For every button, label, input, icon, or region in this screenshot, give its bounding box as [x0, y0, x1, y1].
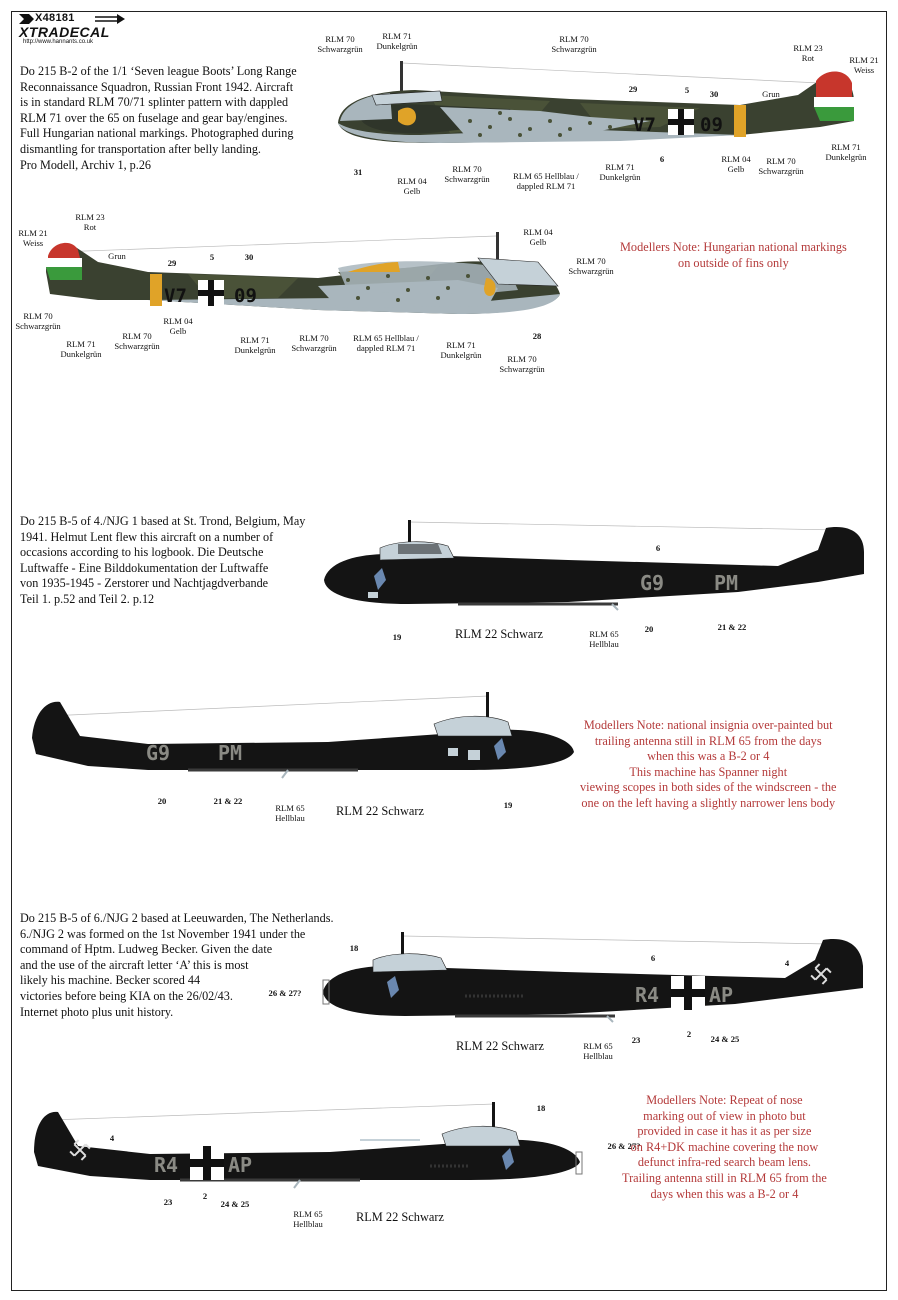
scheme-3-a-code-2: AP — [709, 983, 734, 1007]
scheme-1-b-code-1: V7 — [164, 285, 187, 307]
scheme-3-a-code-1: R4 — [635, 983, 660, 1007]
scheme-3-b-code-2: AP — [228, 1153, 253, 1177]
s3a-num-24: 24 & 25 — [710, 1034, 740, 1044]
s1b-num-5: 5 — [209, 252, 215, 262]
s2a-num-19: 19 — [392, 632, 402, 642]
s1b-num-29: 29 — [167, 258, 177, 268]
s3a-num-23: 23 — [631, 1035, 641, 1045]
s1b-label-12: RLM 70 Schwarzgrün — [499, 354, 545, 374]
scheme-1-a-cross — [668, 109, 694, 135]
s2a-main-label: RLM 22 Schwarz — [454, 627, 544, 641]
s1b-label-6: RLM 70 Schwarzgrün — [114, 331, 160, 351]
s1b-label-1: RLM 21 Weiss — [18, 228, 48, 248]
s3b-num-23: 23 — [163, 1197, 173, 1207]
scheme-2-note: Modellers Note: national insignia over-painted but trailing antenna still in RLM 65 from the days when this was a B-2 or 4 This machine has Spanner night viewing scopes in both sides of the windscreen - the one on the left having a slightly narrower lens body — [580, 718, 837, 810]
s1a-num-6: 6 — [659, 154, 665, 164]
s1a-label-13: RLM 04 Gelb — [397, 176, 427, 196]
s2a-label-1: RLM 65 Hellblau — [589, 629, 619, 649]
s1b-label-13: RLM 04 Gelb — [523, 227, 553, 247]
brand-url[interactable]: http://www.hannants.co.uk — [23, 39, 94, 45]
scheme-2-b-code-1: G9 — [146, 741, 171, 765]
s1a-label-9: RLM 04 Gelb — [721, 154, 751, 174]
s3a-main-label: RLM 22 Schwarz — [455, 1039, 545, 1053]
scheme-1-note: Modellers Note: Hungarian national markings on outside of fins only — [620, 240, 847, 270]
s1a-label-6: Grun — [762, 89, 780, 99]
s2b-label-1: RLM 65 Hellblau — [275, 803, 305, 823]
s1b-label-9: RLM 70 Schwarzgrün — [291, 333, 337, 353]
s3a-num-6: 6 — [650, 953, 656, 963]
s2a-num-21: 21 & 22 — [717, 622, 747, 632]
s1b-label-2: RLM 23 Rot — [75, 212, 105, 232]
scheme-2-b-code-2: PM — [218, 741, 243, 765]
s3b-num-2: 2 — [202, 1191, 208, 1201]
s1a-label-2: RLM 71 Dunkelgrün — [376, 31, 418, 51]
s3a-num-2: 2 — [686, 1029, 692, 1039]
scheme-2-profile-left-view — [318, 518, 866, 618]
scheme-3-b-cross — [190, 1146, 224, 1180]
scheme-3-b-code-1: R4 — [154, 1153, 179, 1177]
s1b-num-28: 28 — [532, 331, 542, 341]
scheme-2-description: Do 215 B-5 of 4./NJG 1 based at St. Trond, Belgium, May 1941. Helmut Lent flew this aircraft on a number of occasions according to his logbook. Die Deutsche Luftwaffe - Eine Bilddokumentation der Luftwaffe von 1935-1945 - Zerstorer und Nachtjagdverbande Teil 1. p.52 and Teil 2. p.12 — [20, 514, 306, 606]
s1b-label-5: RLM 71 Dunkelgrün — [60, 339, 102, 359]
s1a-label-7: RLM 71 Dunkelgrün — [825, 142, 867, 162]
scheme-3-profile-left-view — [315, 930, 865, 1030]
s1b-label-10: RLM 65 Hellblau / dappled RLM 71 — [353, 333, 419, 353]
scheme-3-a-cross — [671, 976, 705, 1010]
s3b-num-4: 4 — [109, 1133, 115, 1143]
s2b-num-21: 21 & 22 — [213, 796, 243, 806]
sheet-code: X48181 — [35, 12, 75, 24]
s2b-num-19: 19 — [503, 800, 513, 810]
scheme-1-a-code-1: V7 — [633, 114, 656, 136]
s2b-main-label: RLM 22 Schwarz — [335, 804, 425, 818]
scheme-3-note: Modellers Note: Repeat of nose marking out of view in photo but provided in case it has it as per size on R4+DK machine covering the now defunct infra-red search beam lens. Trailing antenna still in RLM 65 from the days when this was a B-2 or 4 — [622, 1093, 827, 1201]
s1b-label-3: Grun — [108, 251, 126, 261]
s1a-num-29: 29 — [628, 84, 638, 94]
s1a-num-5: 5 — [684, 85, 690, 95]
scheme-1-b-code-2: 09 — [234, 285, 257, 307]
s1a-label-4: RLM 23 Rot — [793, 43, 823, 63]
brand-name: XTRADECAL — [19, 24, 110, 40]
s3b-num-18: 18 — [536, 1103, 546, 1113]
s1a-num-30: 30 — [709, 89, 719, 99]
s1a-label-5: RLM 21 Weiss — [849, 55, 879, 75]
s3b-main-label: RLM 22 Schwarz — [355, 1210, 445, 1224]
s1a-label-10: RLM 71 Dunkelgrün — [599, 162, 641, 182]
s1a-label-11: RLM 65 Hellblau / dappled RLM 71 — [513, 171, 579, 191]
s1b-label-7: RLM 04 Gelb — [163, 316, 193, 336]
s3a-num-18: 18 — [349, 943, 359, 953]
scheme-2-a-code-1: G9 — [640, 571, 665, 595]
scheme-1-description: Do 215 B-2 of the 1/1 ‘Seven league Boots’ Long Range Reconnaissance Squadron, Russian Front 1942. Aircraft is in standard RLM 70/71 splinter pattern with dappled RLM 71 over the 65 on fuselage and gear bay/engines. Full Hungarian national markings. Photographed during dismantling for transportation after belly landing. Pro Modell, Archiv 1, p.26 — [20, 64, 297, 172]
s1a-label-1: RLM 70 Schwarzgrün — [317, 34, 363, 54]
s1b-label-4: RLM 70 Schwarzgrün — [15, 311, 61, 331]
s3b-label-1: RLM 65 Hellblau — [293, 1209, 323, 1229]
s3b-num-24: 24 & 25 — [220, 1199, 250, 1209]
s1b-num-30: 30 — [244, 252, 254, 262]
s1a-label-12: RLM 70 Schwarzgrün — [444, 164, 490, 184]
s1a-label-8: RLM 70 Schwarzgrün — [758, 156, 804, 176]
s3a-num-4: 4 — [784, 958, 790, 968]
scheme-1-b-cross — [198, 280, 224, 306]
scheme-2-a-code-2: PM — [714, 571, 739, 595]
scheme-1-a-code-2: 09 — [700, 114, 723, 136]
s2a-num-6: 6 — [655, 543, 661, 553]
s3a-label-1: RLM 65 Hellblau — [583, 1041, 613, 1061]
s2b-num-20: 20 — [157, 796, 167, 806]
s1b-label-14: RLM 70 Schwarzgrün — [568, 256, 614, 276]
s1a-label-3: RLM 70 Schwarzgrün — [551, 34, 597, 54]
s1b-label-8: RLM 71 Dunkelgrün — [234, 335, 276, 355]
s1b-label-11: RLM 71 Dunkelgrün — [440, 340, 482, 360]
s1a-num-31: 31 — [353, 167, 363, 177]
scheme-2-profile-right-view — [28, 690, 576, 790]
s3a-num-26: 26 & 27? — [268, 988, 302, 998]
scheme-1-profile-left-view — [320, 55, 860, 165]
scheme-3-description: Do 215 B-5 of 6./NJG 2 based at Leeuwarden, The Netherlands. 6./NJG 2 was formed on the 1st November 1941 under the command of Hptm. Ludweg Becker. Given the date and the use of the aircraft letter ‘A’ this is most likely his machine. Becker scored 44 victories before being KIA on the 26/02/43. Internet photo plus unit history. — [20, 911, 334, 1019]
scheme-1-profile-right-view — [38, 228, 568, 328]
s3b-num-26: 26 & 27? — [607, 1141, 641, 1151]
scheme-3-profile-right-view — [30, 1100, 590, 1200]
s2a-num-20: 20 — [644, 624, 654, 634]
